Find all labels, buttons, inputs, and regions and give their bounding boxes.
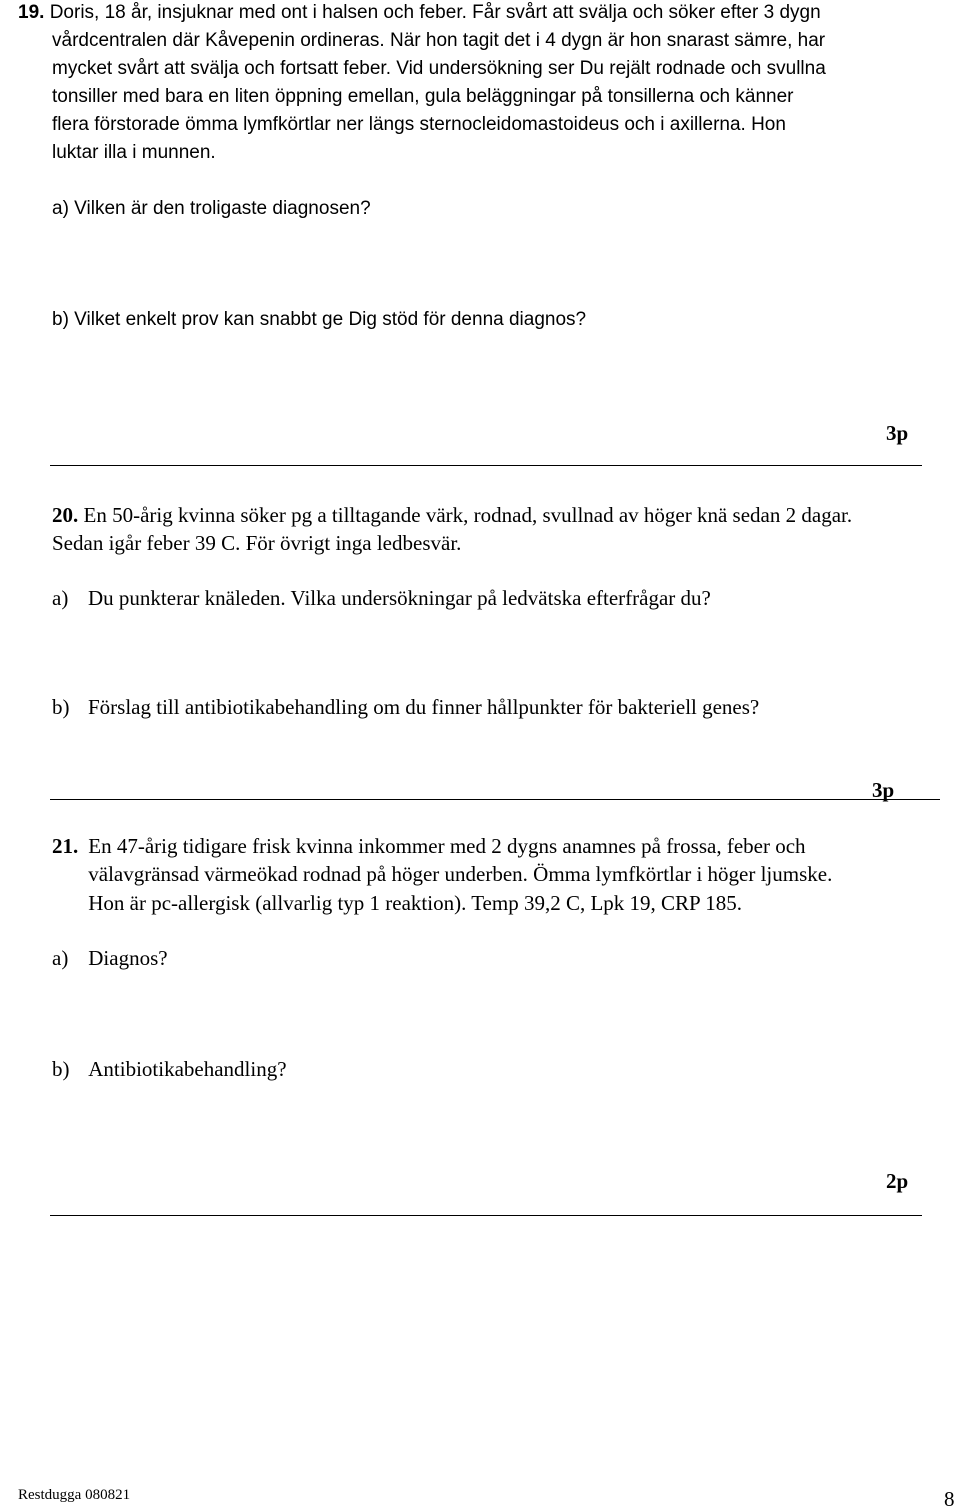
question-21-line-3: Hon är pc-allergisk (allvarlig typ 1 reaktion). Temp 39,2 C, Lpk 19, CRP 185. (88, 891, 742, 915)
question-21-number: 21. (52, 834, 79, 858)
question-20-separator (50, 799, 940, 800)
question-20-line-2: Sedan igår feber 39 C. För övrigt inga ledbesvär. (52, 531, 462, 555)
question-21-part-b-label: b) (52, 1057, 70, 1081)
question-21-part-b: Antibiotikabehandling? (88, 1057, 287, 1081)
footer-exam-label: Restdugga 080821 (18, 1487, 131, 1503)
question-19-points: 3p (886, 421, 909, 445)
question-20-part-a-label: a) (52, 586, 69, 610)
question-21-points: 2p (886, 1169, 909, 1193)
question-20-number: 20. (52, 503, 79, 527)
question-21-line-1-text: En 47-årig tidigare frisk kvinna inkommer med 2 dygns anamnes på frossa, feber och (88, 834, 806, 858)
question-19-part-a: a) Vilken är den troligaste diagnosen? (52, 198, 371, 219)
question-19-separator (50, 465, 922, 466)
question-21-part-a: Diagnos? (88, 946, 168, 970)
question-19-line-2: vårdcentralen där Kåvepenin ordineras. När hon tagit det i 4 dygn är hon snarast sämre, har (52, 30, 826, 51)
page-number: 8 (944, 1487, 955, 1511)
question-21-line-2: välavgränsad värmeökad rodnad på höger underben. Ömma lymfkörtlar i höger ljumske. (88, 862, 833, 886)
question-19-line-3: mycket svårt att svälja och fortsatt feber. Vid undersökning ser Du rejält rodnade och svullna (52, 58, 826, 79)
question-19-part-b: b) Vilket enkelt prov kan snabbt ge Dig stöd för denna diagnos? (52, 309, 587, 330)
question-20-part-b-label: b) (52, 695, 70, 719)
question-21-line-1 (52, 833, 78, 860)
question-20-part-b: Förslag till antibiotikabehandling om du finner hållpunkter för bakteriell genes? (88, 695, 760, 719)
question-19-line-6: luktar illa i munnen. (52, 142, 216, 163)
question-21-part-a-label: a) (52, 946, 69, 970)
question-20-points: 3p (872, 778, 895, 802)
question-21-separator (50, 1215, 922, 1216)
question-20-part-a: Du punkterar knäleden. Vilka undersökningar på ledvätska efterfrågar du? (88, 586, 711, 610)
question-20-line-1: 20. En 50-årig kvinna söker pg a tilltagande värk, rodnad, svullnad av höger knä sedan 2 dagar. (52, 503, 853, 527)
question-19-line-5: flera förstorade ömma lymfkörtlar ner längs sternocleidomastoideus och i axillerna. Hon (52, 114, 786, 135)
question-19-line-1: 19. Doris, 18 år, insjuknar med ont i halsen och feber. Får svårt att svälja och söker efter 3 dygn (18, 2, 821, 23)
question-19-number: 19. (18, 2, 45, 23)
question-19-line-4: tonsiller med bara en liten öppning emellan, gula beläggningar på tonsillerna och känner (52, 86, 794, 107)
